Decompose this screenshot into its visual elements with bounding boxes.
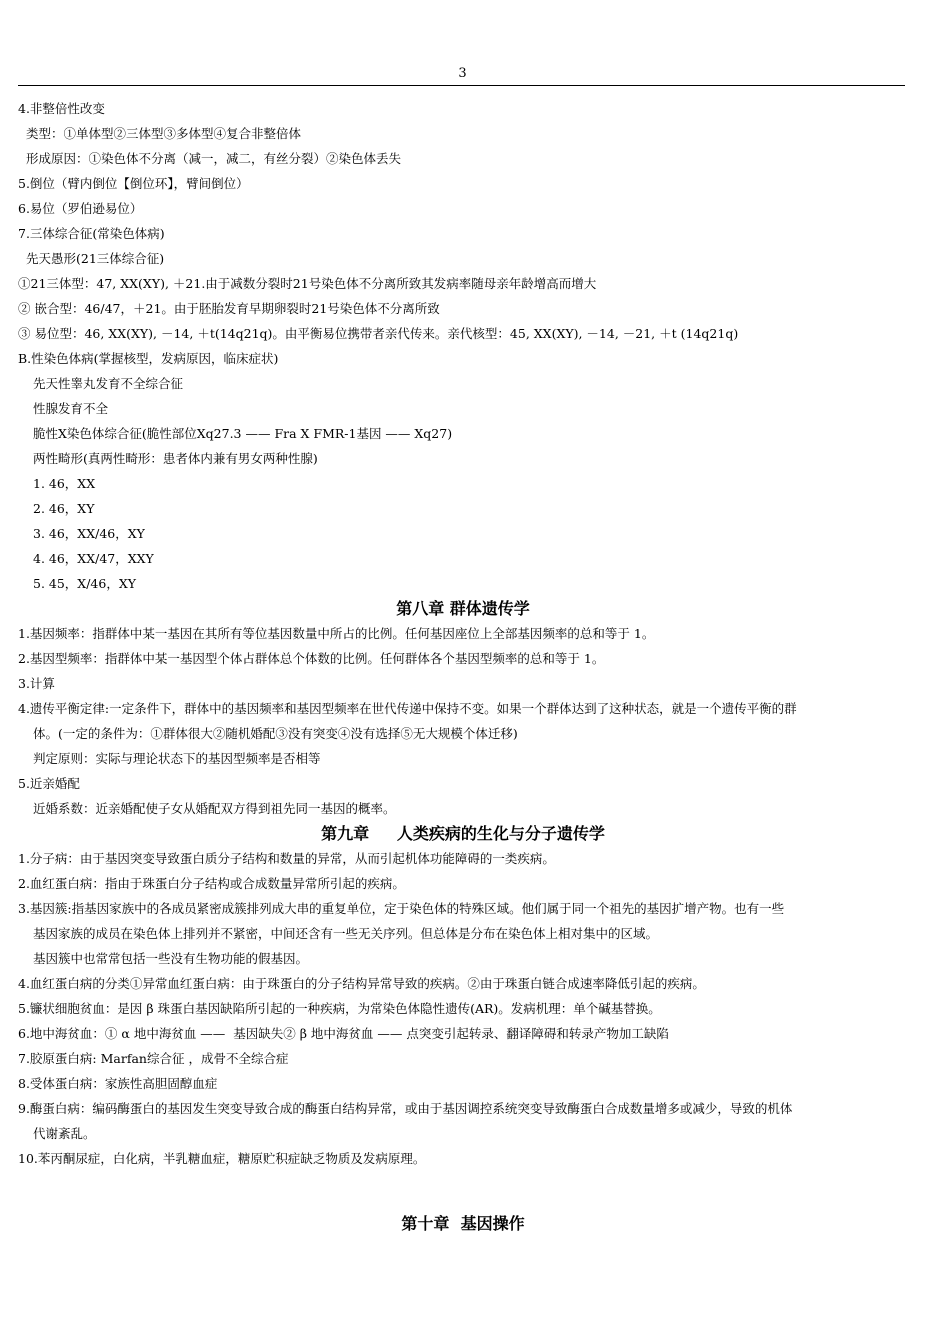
- header-rule: [18, 85, 905, 86]
- ch9-item-9: 9.酶蛋白病：编码酶蛋白的基因发生突变导致合成的酶蛋白结构异常，或由于基因调控系统突变导致酶蛋白合成数量增多或减少，导致的机体: [18, 1101, 793, 1116]
- ch8-item-5-def: 近婚系数：近亲婚配使子女从婚配双方得到祖先同一基因的概率。: [33, 801, 396, 816]
- ch8-item-3: 3.计算: [18, 676, 55, 691]
- document-body: [18, 96, 908, 1236]
- karyotype-item: 5. 45，X/46，XY: [33, 576, 136, 591]
- sex-disease-4: 两性畸形(真两性畸形：患者体内兼有男女两种性腺): [33, 451, 318, 466]
- ch8-item-1: 1.基因频率：指群体中某一基因在其所有等位基因数量中所占的比例。任何基因座位上全部基因频率的总和等于 1。: [18, 626, 655, 641]
- spacer: [18, 1171, 908, 1211]
- ch9-item-7: 7.胶原蛋白病: Marfan综合征 ，成骨不全综合症: [18, 1051, 289, 1066]
- item-inversion: 5.倒位（臂内倒位【倒位环】，臂间倒位）: [18, 176, 249, 191]
- sex-disease-2: 性腺发育不全: [33, 401, 109, 416]
- chapter-10-title: 第十章 基因操作: [401, 1214, 525, 1233]
- sex-disease-1: 先天性睾丸发育不全综合征: [33, 376, 184, 391]
- trisomy-type-2: ② 嵌合型：46/47，＋21。由于胚胎发育早期卵裂时21号染色体不分离所致: [18, 301, 440, 316]
- sex-disease-3: 脆性X染色体综合征(脆性部位Xq27.3 —— Fra X FMR-1基因 —— Xq27): [33, 426, 453, 441]
- ch9-item-3: 3.基因簇:指基因家族中的各成员紧密成簇排列成大串的重复单位，定于染色体的特殊区域。他们属于同一个祖先的基因扩增产物。也有一些: [18, 901, 785, 916]
- ch9-item-3-note: 基因簇中也常常包括一些没有生物功能的假基因。: [33, 951, 309, 966]
- trisomy-type-1: ①21三体型：47, XX(XY), ＋21.由于减数分裂时21号染色体不分离所致其发病率随母亲年龄增高而增大: [18, 276, 597, 291]
- karyotype-item: 4. 46，XX/47，XXY: [33, 551, 154, 566]
- ch8-item-4: 4.遗传平衡定律:一定条件下，群体中的基因频率和基因型频率在世代传递中保持不变。如果一个群体达到了这种状态，就是一个遗传平衡的群: [18, 701, 797, 716]
- ch9-item-5: 5.镰状细胞贫血：是因 β 珠蛋白基因缺陷所引起的一种疾病，为常染色体隐性遗传(AR)。发病机理：单个碱基替换。: [18, 1001, 661, 1016]
- karyotype-item: 1. 46，XX: [33, 476, 96, 491]
- page-number: 3: [458, 66, 467, 81]
- karyotype-item: 3. 46，XX/46，XY: [33, 526, 145, 541]
- item-trisomy: 7.三体综合征(常染色体病): [18, 226, 165, 241]
- ch9-item-1: 1.分子病：由于基因突变导致蛋白质分子结构和数量的异常，从而引起机体功能障碍的一类疾病。: [18, 851, 555, 866]
- ch8-item-5: 5.近亲婚配: [18, 776, 80, 791]
- karyotype-item: 2. 46，XY: [33, 501, 95, 516]
- ch9-item-10: 10.苯丙酮尿症，白化病，半乳糖血症，糖原贮积症缺乏物质及发病原理。: [18, 1151, 426, 1166]
- item-aneuploidy: 4.非整倍性改变: [18, 101, 105, 116]
- ch9-item-3-cont: 基因家族的成员在染色体上排列并不紧密，中间还含有一些无关序列。但总体是分布在染色体上相对集中的区域。: [33, 926, 659, 941]
- chapter-8-title: 第八章 群体遗传学: [396, 599, 530, 618]
- aneuploidy-causes: 形成原因：①染色体不分离（减一，减二，有丝分裂）②染色体丢失: [26, 151, 402, 166]
- ch9-item-4: 4.血红蛋白病的分类①异常血红蛋白病：由于珠蛋白的分子结构异常导致的疾病。②由于珠蛋白链合成速率降低引起的疾病。: [18, 976, 705, 991]
- ch9-item-8: 8.受体蛋白病：家族性高胆固醇血症: [18, 1076, 218, 1091]
- item-translocation: 6.易位（罗伯逊易位）: [18, 201, 143, 216]
- ch8-item-4-rule: 判定原则：实际与理论状态下的基因型频率是否相等: [33, 751, 321, 766]
- ch9-item-2: 2.血红蛋白病：指由于珠蛋白分子结构或合成数量异常所引起的疾病。: [18, 876, 405, 891]
- ch9-item-6: 6.地中海贫血：① α 地中海贫血 —— 基因缺失② β 地中海贫血 —— 点突变引起转录、翻译障碍和转录产物加工缺陷: [18, 1026, 669, 1041]
- trisomy-type-3: ③ 易位型：46, XX(XY), －14, ＋t(14q21q)。由平衡易位携带者亲代传来。亲代核型：45, XX(XY), －14, －21, ＋t (14q21q): [18, 326, 739, 341]
- ch9-item-9-cont: 代谢紊乱。: [33, 1126, 96, 1141]
- down-syndrome: 先天愚形(21三体综合征): [26, 251, 165, 266]
- chapter-9-title: 第九章 人类疾病的生化与分子遗传学: [321, 824, 605, 843]
- sex-chromosome-title: B.性染色体病(掌握核型，发病原因，临床症状): [18, 351, 279, 366]
- ch8-item-4-cont: 体。(一定的条件为：①群体很大②随机婚配③没有突变④没有选择⑤无大规模个体迁移): [33, 726, 518, 741]
- aneuploidy-types: 类型：①单体型②三体型③多体型④复合非整倍体: [26, 126, 302, 141]
- ch8-item-2: 2.基因型频率：指群体中某一基因型个体占群体总个体数的比例。任何群体各个基因型频率的总和等于 1。: [18, 651, 605, 666]
